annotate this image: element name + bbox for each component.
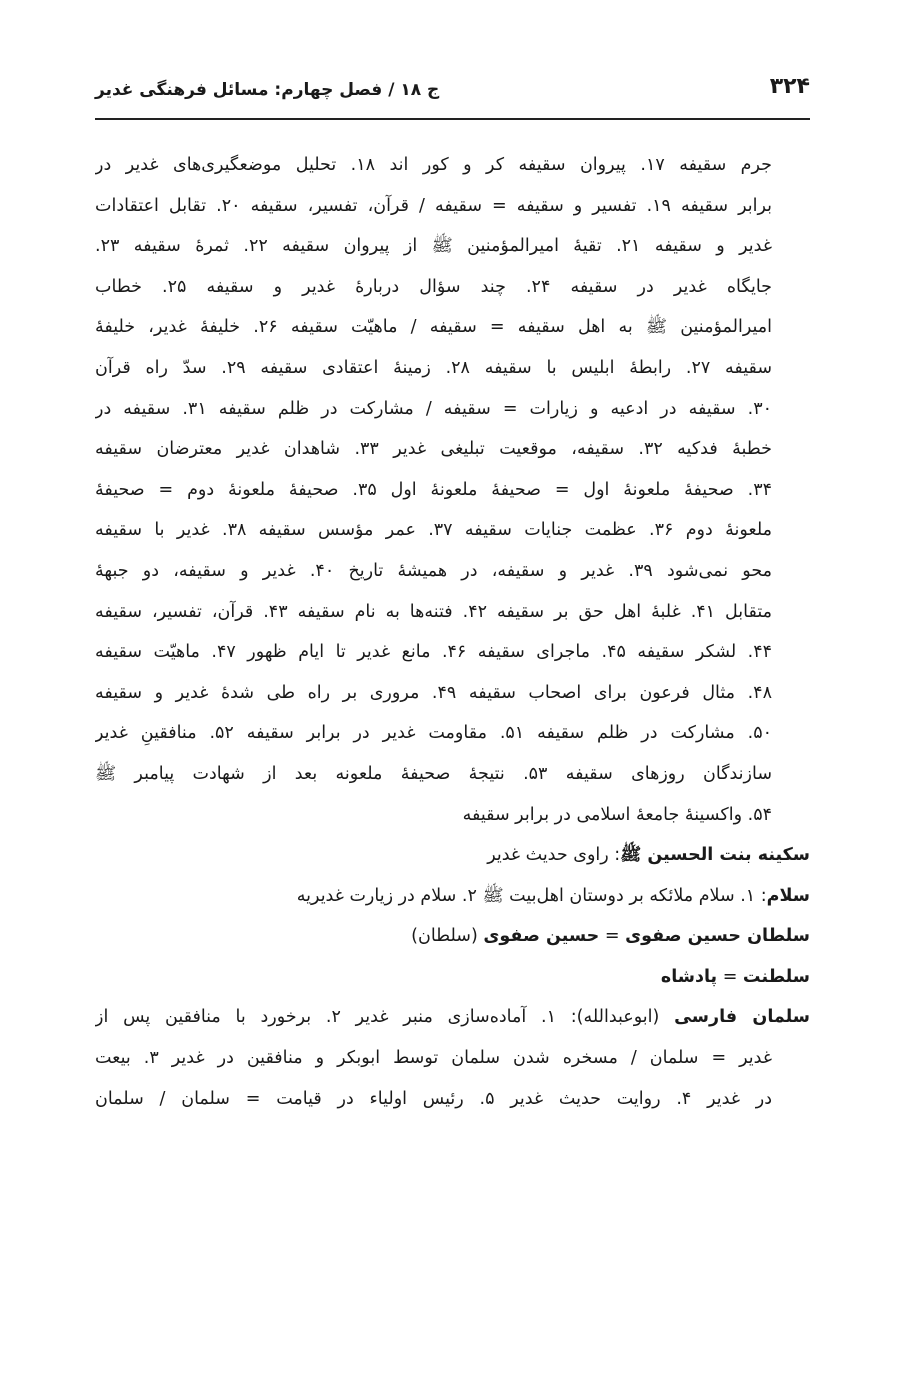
text-line: جایگاه غدیر در سقیفه ۲۴. چند سؤال دربارهٔ غدیر و سقیفه ۲۵. خطاب [95, 276, 773, 297]
text-line: ۳۰. سقیفه در ادعیه و زیارات = سقیفه / مشارکت در ظلم سقیفه ۳۱. سقیفه در [95, 398, 773, 419]
entry-term: سلطان حسین صفوی [625, 926, 810, 947]
page-header [95, 66, 810, 120]
text-line: خطبهٔ فدکیه ۳۲. سقیفه، موقعیت تبلیغی غدیر ۳۳. شاهدان غدیر معترضان سقیفه [95, 439, 772, 460]
running-title: ج ۱۸ / فصل چهارم: مسائل فرهنگی غدیر [95, 80, 440, 100]
page-number: ۳۲۴ [769, 74, 810, 99]
main-text [95, 145, 810, 1119]
entry-term: سکینه بنت الحسین ﷺ [620, 845, 810, 866]
entry-sakineh [95, 835, 810, 876]
text-line: سقیفه ۲۷. رابطهٔ ابلیس با سقیفه ۲۸. زمینهٔ اعتقادی سقیفه ۲۹. سدّ راه قرآن [95, 357, 773, 378]
text-line: امیرالمؤمنین ﷺ به اهل سقیفه = سقیفه / ماهیّت سقیفه ۲۶. خلیفهٔ غدیر، خلیفهٔ [95, 317, 772, 338]
entry-salman [95, 997, 810, 1038]
cross-reference: پادشاه [660, 966, 718, 987]
entry-text: = [717, 966, 743, 987]
cross-reference: حسین صفوی [483, 926, 600, 947]
entry-term: سلطنت [742, 966, 810, 987]
entry-text: : ۱. سلام ملائکه بر دوستان اهل‌بیت ﷺ ۲. سلام در زیارت غدیریه [296, 885, 767, 906]
text-line: سازندگان روزهای سقیفه ۵۳. نتیجهٔ صحیفهٔ ملعونه بعد از شهادت پیامبر ﷺ [95, 763, 772, 784]
entry-text: = [599, 926, 626, 947]
text-line: محو نمی‌شود ۳۹. غدیر و سقیفه، در همیشهٔ تاریخ ۴۰. غدیر و سقیفه، دو جبههٔ [95, 560, 772, 581]
entry-saltanat [95, 957, 810, 998]
text-line: ۴۴. لشکر سقیفه ۴۵. ماجرای سقیفه ۴۶. مانع غدیر تا ایام ظهور ۴۷. ماهیّت سقیفه [95, 642, 772, 663]
text-line: برابر سقیفه ۱۹. تفسیر و سقیفه = سقیفه / قرآن، تفسیر، سقیفه ۲۰. تقابل اعتقادات [95, 195, 772, 216]
entry-soltan-hosein [95, 916, 810, 957]
entry-text: (ابوعبدالله): ۱. آماده‌سازی منبر غدیر ۲. برخورد با منافقین پس از [95, 1007, 675, 1028]
entry-tail: (سلطان) [411, 926, 484, 947]
text-line: غدیر = سلمان / مسخره شدن سلمان توسط ابوبکر و منافقین در غدیر ۳. بیعت [95, 1048, 772, 1069]
entry-term: سلام [766, 885, 810, 906]
entry-text: : راوی حدیث غدیر [487, 845, 621, 866]
entry-term: سلمان فارسی [674, 1007, 810, 1028]
text-line: ۵۰. مشارکت در ظلم سقیفه ۵۱. مقاومت غدیر در برابر سقیفه ۵۲. منافقینِ غدیر [95, 723, 772, 744]
text-line: غدیر و سقیفه ۲۱. تقیهٔ امیرالمؤمنین ﷺ از پیروان سقیفه ۲۲. ثمرهٔ سقیفه ۲۳. [95, 236, 772, 257]
text-line: ۵۴. واکسینهٔ جامعهٔ اسلامی در برابر سقیفه [462, 804, 772, 825]
text-line: ۴۸. مثال فرعون برای اصحاب سقیفه ۴۹. مروری بر راه طی شدهٔ غدیر و سقیفه [95, 682, 772, 703]
text-line: در غدیر ۴. روایت حدیث غدیر ۵. رئیس اولیاء در قیامت = سلمان / سلمان [95, 1088, 772, 1109]
text-line: جرم سقیفه ۱۷. پیروان سقیفه کر و کور اند ۱۸. تحلیل موضعگیری‌های غدیر در [95, 155, 772, 175]
text-line: ۳۴. صحیفهٔ ملعونهٔ اول = صحیفهٔ ملعونهٔ اول ۳۵. صحیفهٔ ملعونهٔ دوم = صحیفهٔ [95, 479, 772, 500]
text-line: متقابل ۴۱. غلبهٔ اهل حق بر سقیفه ۴۲. فتنه‌ها به نام سقیفه ۴۳. قرآن، تفسیر، سقیفه [95, 601, 773, 622]
text-line: ملعونهٔ دوم ۳۶. عظمت جنایات سقیفه ۳۷. عمر مؤسس سقیفه ۳۸. غدیر با سقیفه [95, 520, 772, 541]
entry-salam [95, 876, 810, 917]
